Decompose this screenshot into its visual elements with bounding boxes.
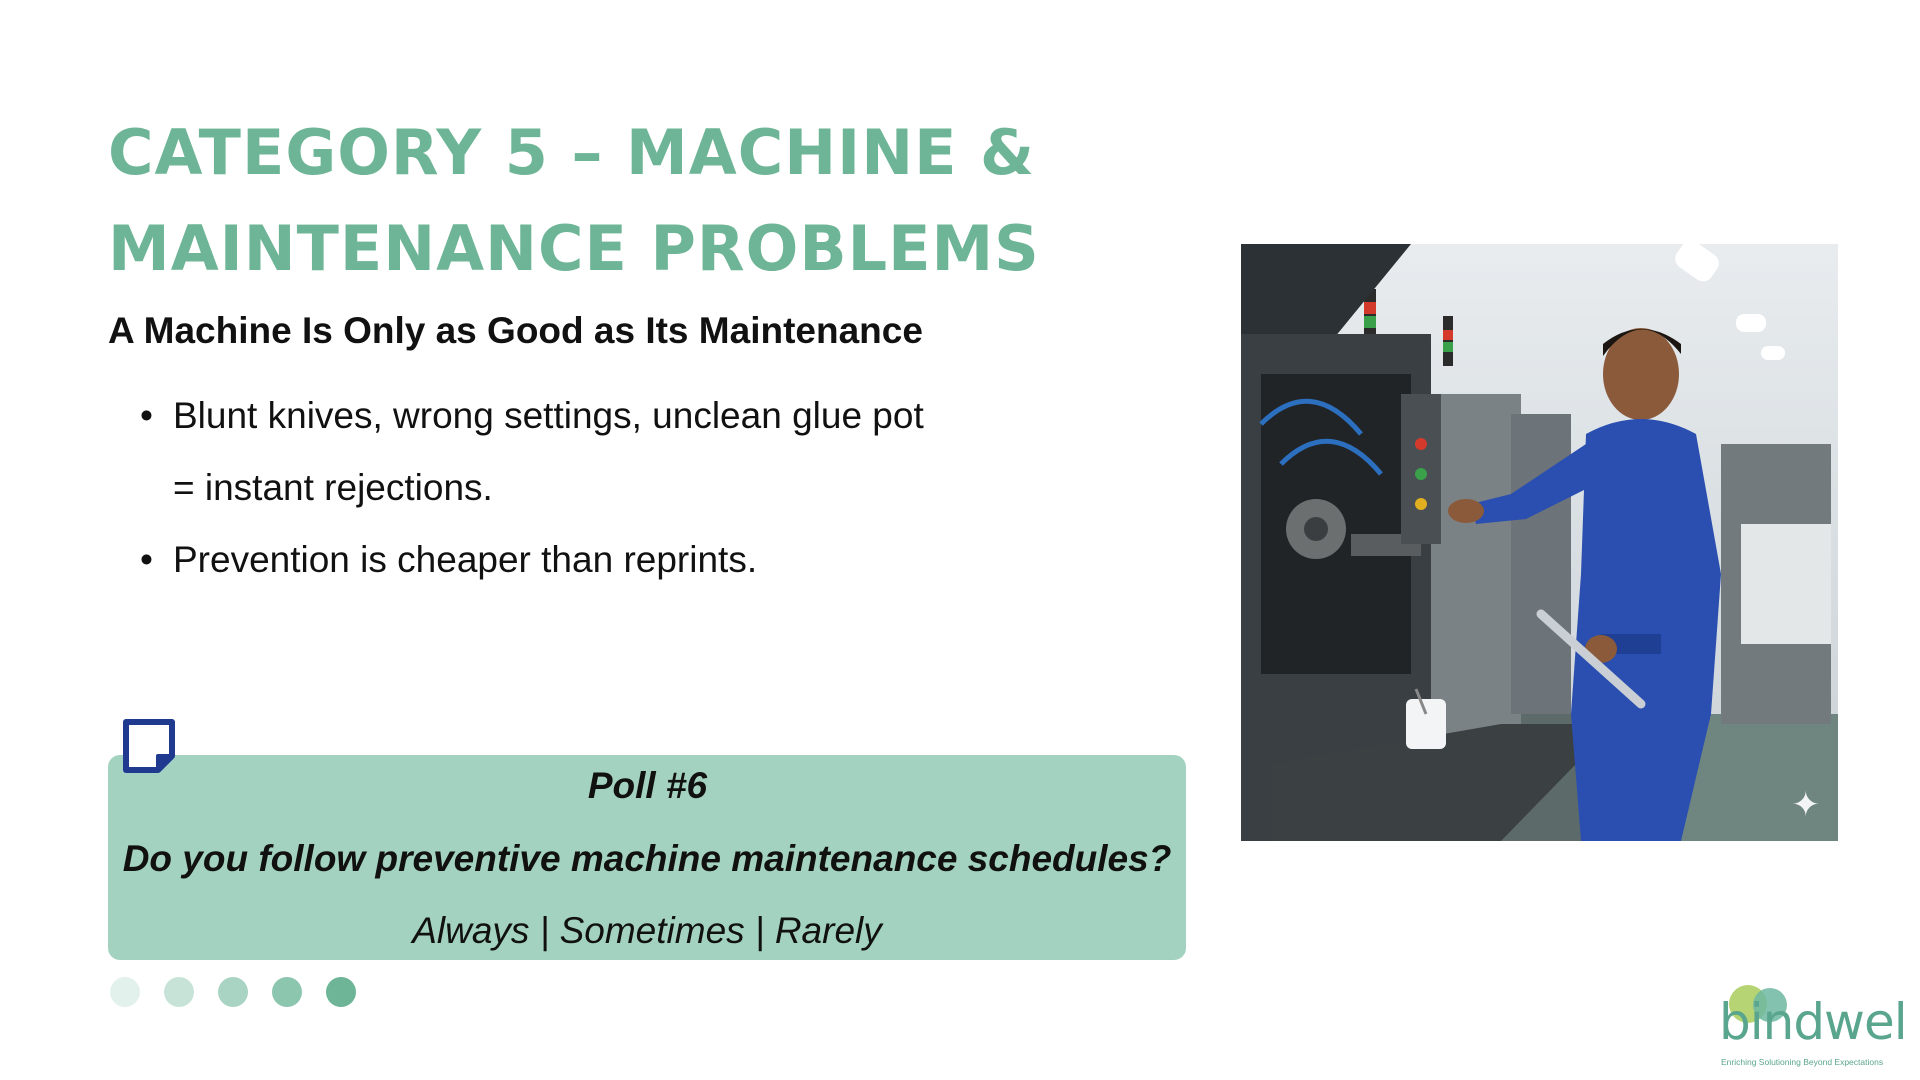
photo-illustration — [1241, 244, 1838, 841]
progress-dot — [110, 977, 140, 1007]
progress-dot — [164, 977, 194, 1007]
progress-dot — [272, 977, 302, 1007]
brand-logo — [1717, 985, 1917, 1070]
logo-tagline: Enriching Solutioning Beyond Expectations — [1721, 1057, 1884, 1067]
poll-options: Always | Sometimes | Rarely — [412, 910, 882, 951]
bullet-text-line: Blunt knives, wrong settings, unclean glue pot — [173, 395, 924, 436]
bullet-list — [140, 380, 1020, 596]
progress-dot — [218, 977, 248, 1007]
title-line-2: MAINTENANCE PROBLEMS — [108, 212, 1040, 285]
bullet-glyph: • — [140, 539, 153, 580]
poll-question: Do you follow preventive machine maintenance schedules? — [122, 838, 1172, 879]
progress-dot — [326, 977, 356, 1007]
progress-dots — [110, 977, 356, 1007]
bullet-glyph: • — [140, 395, 153, 436]
bullet-item — [140, 380, 1020, 524]
bullet-text-line: = instant rejections. — [173, 467, 493, 508]
logo-wordmark: bindwel — [1719, 993, 1907, 1051]
poll-title: Poll #6 — [587, 765, 708, 806]
bullet-item — [140, 524, 1020, 596]
title-line-1: CATEGORY 5 – MACHINE & — [108, 116, 1036, 189]
subtitle: A Machine Is Only as Good as Its Maintenance — [108, 310, 923, 351]
technician-photo — [1241, 244, 1838, 841]
sparkle-icon: ✦ — [1791, 786, 1820, 824]
slide-title — [108, 105, 1128, 297]
bullet-text-line: Prevention is cheaper than reprints. — [173, 539, 758, 580]
